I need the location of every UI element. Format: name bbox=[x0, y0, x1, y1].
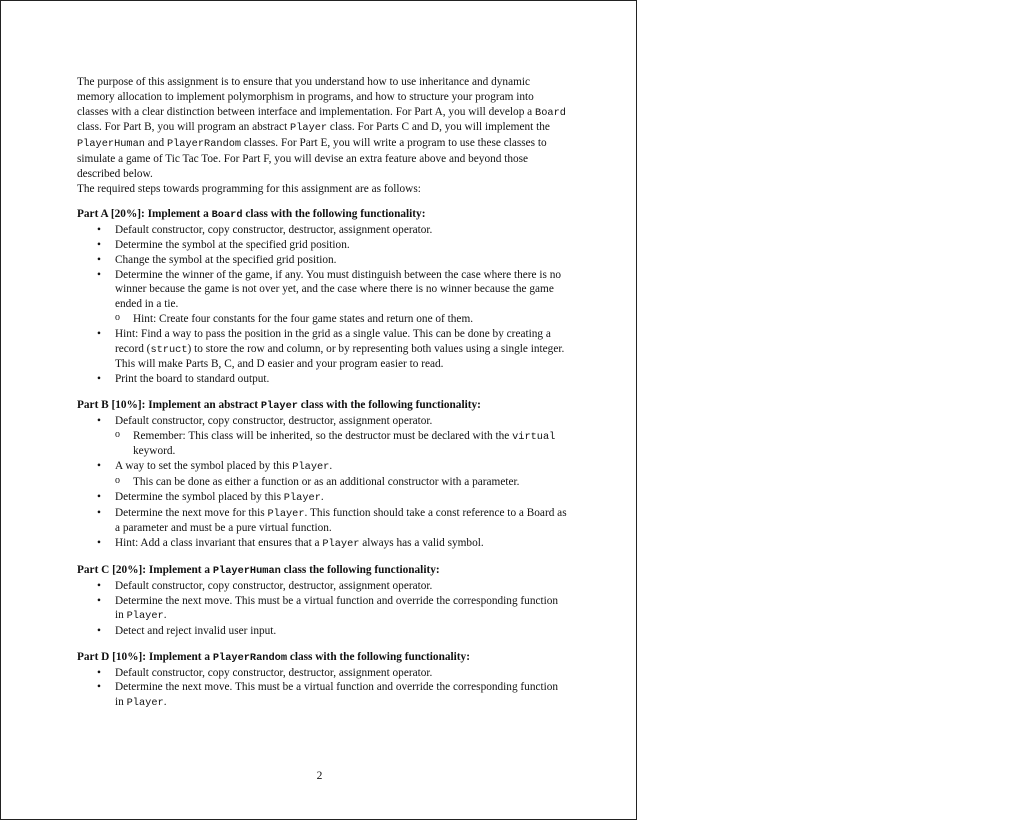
code-player: Player bbox=[283, 491, 321, 504]
code-player: Player bbox=[267, 507, 305, 520]
list-item: • Hint: Add a class invariant that ensures that a Player always has a valid symbol. bbox=[77, 536, 567, 552]
part-a-heading: Part A [20%]: Implement a Board class with the following functionality: bbox=[77, 208, 426, 222]
page-number: 2 bbox=[316, 770, 323, 782]
sub-list-item: o Remember: This class will be inherited, so the destructor must be declared with the virtual keyword. bbox=[115, 429, 567, 460]
list-item: • Determine the next move for this Player. This function should take a const reference to a Board as a parameter and must be a pure virtual function. bbox=[77, 506, 567, 537]
intro-text: The purpose of this assignment is to ensure that you understand how to use inheritance and dynamic memory allocation to implement polymorphism in programs, and how to structure your program into classes with a clear distinction between interface and implementation. For Part A, you will develop a bbox=[77, 76, 536, 118]
list-item: • Default constructor, copy constructor, destructor, assignment operator. bbox=[77, 666, 567, 681]
part-a-list bbox=[77, 223, 567, 387]
sub-list bbox=[115, 475, 567, 490]
sub-list-item: o This can be done as either a function or as an additional constructor with a parameter. bbox=[115, 475, 567, 490]
list-item: • A way to set the symbol placed by this Player. o This can be done as either a function or as an additional constructor with a parameter. bbox=[77, 459, 567, 490]
list-item: • Default constructor, copy constructor, destructor, assignment operator. bbox=[77, 223, 567, 238]
part-d-heading: Part D [10%]: Implement a PlayerRandom class with the following functionality: bbox=[77, 650, 470, 664]
part-b-section bbox=[77, 398, 567, 552]
code-playerrandom: PlayerRandom bbox=[166, 138, 242, 151]
code-player: Player bbox=[290, 122, 328, 135]
list-item bbox=[77, 414, 567, 459]
intro-text: classes. For Part E, you will write a program to use these classes to simulate a game of Tic Tac Toe. For Part F, you will devise an extra feature above and beyond those described below. bbox=[77, 137, 547, 180]
code-playerhuman: PlayerHuman bbox=[77, 138, 145, 151]
code-player: Player bbox=[126, 610, 164, 623]
list-item: • Determine the symbol placed by this Player. bbox=[77, 490, 567, 506]
code-playerrandom: PlayerRandom bbox=[212, 651, 288, 664]
intro-text: class. For Part B, you will program an abstract bbox=[77, 121, 291, 134]
code-player: Player bbox=[322, 538, 360, 551]
list-item: • Determine the next move. This must be a virtual function and override the corresponding function in Player. bbox=[77, 680, 567, 711]
sub-list-item: o Hint: Create four constants for the four game states and return one of them. bbox=[115, 312, 567, 327]
code-board: Board bbox=[211, 209, 243, 222]
code-player: Player bbox=[260, 399, 298, 412]
intro-paragraph bbox=[77, 75, 567, 182]
list-item bbox=[77, 268, 567, 327]
list-item-text: Default constructor, copy constructor, destructor, assignment operator. bbox=[115, 414, 433, 427]
part-b-list bbox=[77, 414, 567, 552]
code-virtual: virtual bbox=[512, 430, 556, 443]
list-item: • Determine the symbol at the specified grid position. bbox=[77, 238, 567, 253]
part-d-list bbox=[77, 666, 567, 711]
list-item: • Detect and reject invalid user input. bbox=[77, 624, 567, 639]
sub-list bbox=[115, 429, 567, 460]
list-item: • Default constructor, copy constructor, destructor, assignment operator. bbox=[77, 579, 567, 594]
list-item: • Determine the next move. This must be a virtual function and override the corresponding function in Player. bbox=[77, 594, 567, 625]
part-c-section bbox=[77, 563, 567, 639]
code-struct: struct bbox=[150, 343, 188, 356]
code-player: Player bbox=[126, 697, 164, 710]
list-item: • Change the symbol at the specified grid position. bbox=[77, 253, 567, 268]
part-d-section bbox=[77, 650, 567, 711]
part-c-list bbox=[77, 579, 567, 639]
intro-text: and bbox=[144, 137, 167, 150]
part-c-heading: Part C [20%]: Implement a PlayerHuman class the following functionality: bbox=[77, 563, 440, 577]
intro-steps-line: The required steps towards programming for this assignment are as follows: bbox=[77, 182, 421, 195]
list-item: • Hint: Find a way to pass the position in the grid as a single value. This can be done by creating a record (struct) to store the row and column, or by representing both values using a single integer. This will make Parts B, C, and D easier and your program easier to read. bbox=[77, 327, 567, 372]
list-item-text: Determine the winner of the game, if any. You must distinguish between the case where there is no winner because the game is not over yet, and the case where there is no winner because the game ended in a tie. bbox=[115, 268, 562, 311]
code-playerhuman: PlayerHuman bbox=[212, 564, 281, 577]
code-player: Player bbox=[292, 461, 330, 474]
code-board: Board bbox=[535, 106, 566, 119]
sub-list bbox=[115, 312, 567, 327]
page-content bbox=[77, 75, 567, 711]
part-a-section bbox=[77, 207, 567, 387]
intro-text: class. For Parts C and D, you will implement the bbox=[327, 121, 550, 134]
list-item: • Print the board to standard output. bbox=[77, 372, 567, 387]
part-b-heading: Part B [10%]: Implement an abstract Player class with the following functionality: bbox=[77, 398, 481, 412]
